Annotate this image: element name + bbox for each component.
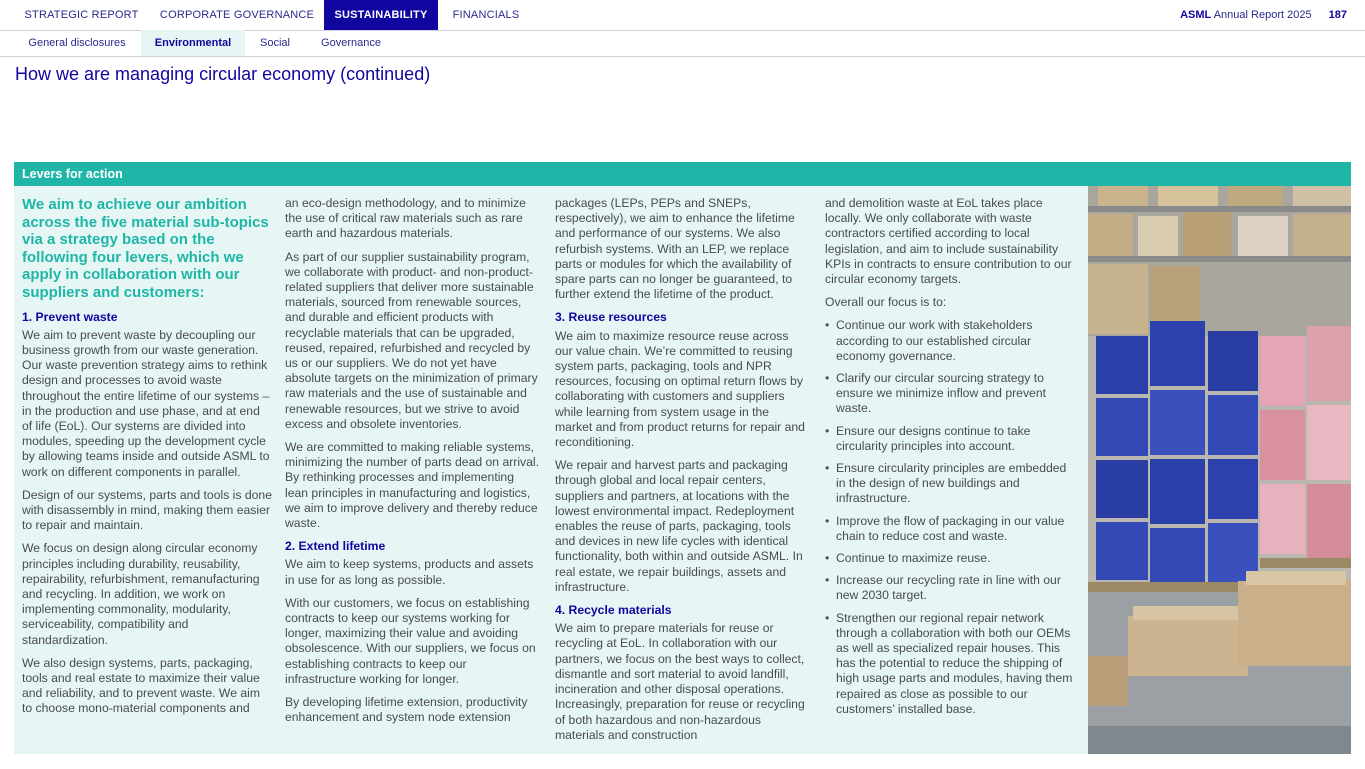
cardboard-box	[1138, 216, 1178, 256]
cardboard-box	[1158, 186, 1218, 206]
blue-crate	[1150, 459, 1205, 524]
paragraph: We are committed to making reliable systems, minimizing the number of parts dead on arrival. By rethinking processes and implementing lean principles in manufacturing and logistics, we aim to improve delivery and thereby reduce waste.	[285, 440, 540, 531]
tab-financials[interactable]: FINANCIALS	[452, 9, 520, 21]
paragraph: With our customers, we focus on establishing contracts to keep our systems working for longer, maximizing their value and avoiding obsolescence. With our suppliers, we focus on establishing contracts to keep our infrastructure working for longer.	[285, 595, 536, 686]
list-item: • Strengthen our regional repair network through a collaboration with both our OEMs as well as specialized repair houses. This has the potential to reduce the shipping of high usage parts and modules, having them repaired as close as possible to our customers’ installed base.	[825, 611, 1073, 717]
paragraph: Design of our systems, parts and tools is done with disassembly in mind, making them easier to repair and maintain.	[22, 487, 272, 533]
paragraph: We aim to maximize resource reuse across our value chain. We’re committed to reusing system parts, packaging, tools and NPR resources, focusing on optimal return flows by collaborating with customers and suppliers while learning from system usage in the market and from product returns for repair and reconditioning.	[555, 328, 805, 450]
pink-crate	[1307, 484, 1351, 559]
blue-crate	[1208, 459, 1258, 519]
paragraph: We also design systems, parts, packaging, tools and real estate to maximize their value and reliability, and to prevent waste. We aim to choose mono-material components and	[22, 655, 261, 716]
brand-name: ASML	[1180, 9, 1212, 21]
levers-panel-title: Levers for action	[22, 167, 123, 181]
levers-panel-header	[14, 162, 1351, 186]
blue-crate	[1150, 528, 1205, 590]
heading-extend-lifetime: 2. Extend lifetime	[285, 539, 386, 554]
tab-strategic-report[interactable]: STRATEGIC REPORT	[24, 9, 139, 21]
sub-navigation	[0, 30, 1365, 57]
shelf-beam	[1088, 256, 1351, 262]
pallet	[1260, 558, 1351, 568]
warehouse-photo	[1088, 186, 1351, 754]
list-item: • Improve the flow of packaging in our value chain to reduce cost and waste.	[825, 514, 1073, 544]
list-item: • Continue to maximize reuse.	[825, 551, 1073, 566]
flat-cardboard-stack	[1088, 656, 1128, 706]
cardboard-box	[1098, 186, 1148, 206]
paragraph: We aim to keep systems, products and assets in use for as long as possible.	[285, 557, 534, 587]
heading-prevent-waste: 1. Prevent waste	[22, 309, 118, 324]
text-column-1	[22, 196, 272, 725]
paragraph: We repair and harvest parts and packaging through global and local repair centers, suppliers and partners, at locations with the lowest environmental impact. Redeployment enables the reuse of parts, packaging, tools and devices in new life cycles with identical functionality, both within and outside ASML. In real estate, we repair buildings, assets and infrastructure.	[555, 458, 803, 594]
paragraph: We aim to prepare materials for reuse or recycling at EoL. In collaboration with our partners, we focus on the best ways to collect, dismantle and sort material to avoid landfill, incineration and other disposal operations. Increasingly, preparation for reuse or recycling of both hazardous and non-hazardous materials and construction	[555, 621, 805, 742]
page-number: 187	[1328, 9, 1347, 21]
list-item: • Increase our recycling rate in line with our new 2030 target.	[825, 573, 1073, 603]
blue-crate	[1208, 395, 1258, 455]
floor-shadow	[1088, 726, 1351, 754]
report-brand	[1180, 0, 1347, 30]
report-name: Annual Report 2025	[1213, 9, 1312, 21]
pink-crate	[1260, 484, 1305, 554]
blue-crate	[1096, 460, 1148, 518]
cardboard-box	[1088, 264, 1148, 334]
text-column-3	[555, 196, 807, 751]
page-title: How we are managing circular economy (continued)	[15, 64, 431, 84]
focus-list	[825, 318, 1073, 717]
subtab-general-disclosures[interactable]: General disclosures	[28, 37, 126, 49]
list-item: • Continue our work with stakeholders according to our established circular economy governance.	[825, 318, 1073, 364]
paragraph: and demolition waste at EoL takes place locally. We only collaborate with waste contractors certified according to local legislation, and aim to include sustainability KPIs in contracts to ensure contribution to our circular economy targets.	[825, 196, 1072, 287]
lead-statement: We aim to achieve our ambition across the five material sub-topics via a strategy based on the following four levers, which we apply in collaboration with our suppliers and customers:	[22, 196, 269, 301]
blue-crate	[1096, 336, 1148, 394]
blue-crate	[1096, 398, 1148, 456]
text-column-2	[285, 196, 540, 734]
cardboard-box	[1293, 214, 1351, 256]
blue-crate	[1150, 321, 1205, 386]
top-navigation	[0, 0, 1365, 31]
shelf-beam	[1088, 206, 1351, 212]
list-item: • Ensure our designs continue to take circularity principles into account.	[825, 424, 1073, 454]
text-column-4	[825, 196, 1073, 724]
tab-sustainability[interactable]: SUSTAINABILITY	[324, 0, 438, 30]
subtab-social[interactable]: Social	[260, 37, 290, 49]
paragraph: packages (LEPs, PEPs and SNEPs, respectively), we aim to enhance the lifetime and performance of our systems. We also refurbish systems. With an LEP, we replace parts or modules for which the availability of spare parts can no longer be guaranteed, to further extend the lifetime of the product.	[555, 196, 795, 302]
paragraph: an eco-design methodology, and to minimize the use of critical raw materials such as rare earth and hazardous materials.	[285, 196, 526, 241]
subtab-governance[interactable]: Governance	[321, 37, 381, 49]
subtab-environmental[interactable]: Environmental	[141, 30, 245, 56]
list-item: • Clarify our circular sourcing strategy to ensure we minimize inflow and prevent waste.	[825, 371, 1073, 417]
list-item: • Ensure circularity principles are embedded in the design of new buildings and infrastructure.	[825, 461, 1073, 507]
cardboard-box	[1088, 214, 1133, 256]
pink-crate	[1307, 326, 1351, 401]
cardboard-box	[1293, 186, 1351, 206]
paragraph: As part of our supplier sustainability program, we collaborate with product- and non-product-related suppliers that deliver more sustainable materials, sourced from renewable sources, and durable and efficient products with recyclable materials that can be upgraded, reused, repaired, refurbished and recycled by us or our suppliers. We do not yet have absolute targets on the minimization of primary raw materials and the use of sustainable and renewable resources, but we strive to avoid excess and obsolete inventories.	[285, 249, 538, 431]
flat-cardboard-stack	[1128, 616, 1248, 676]
heading-recycle-materials: 4. Recycle materials	[555, 603, 672, 618]
pink-crate	[1260, 410, 1305, 480]
cardboard-box	[1238, 216, 1288, 256]
flat-cardboard-stack	[1238, 581, 1351, 666]
pink-crate	[1307, 405, 1351, 480]
warehouse-illustration	[1088, 186, 1351, 754]
paragraph: Overall our focus is to:	[825, 295, 947, 310]
pink-crate	[1260, 336, 1305, 406]
pallet	[1088, 582, 1260, 592]
flat-cardboard-stack	[1246, 571, 1346, 585]
paragraph: We aim to prevent waste by decoupling our business growth from our waste generation. Our waste prevention strategy aims to rethink design and processes to avoid waste throughout the entire lifetime of our systems – in the production and use phase, and at end of life (EoL). Our systems are divided into modules, speeding up the development cycle by allowing teams inside and outside ASML to work on different components in parallel.	[22, 327, 270, 479]
heading-reuse-resources: 3. Reuse resources	[555, 310, 667, 325]
cardboard-box	[1183, 212, 1231, 256]
blue-crate	[1150, 390, 1205, 455]
tab-corporate-governance[interactable]: CORPORATE GOVERNANCE	[159, 9, 315, 21]
blue-crate	[1096, 522, 1148, 580]
paragraph: By developing lifetime extension, productivity enhancement and system node extension	[285, 695, 528, 725]
cardboard-box	[1228, 186, 1283, 206]
paragraph: We focus on design along circular economy principles including durability, reusability, repairability, refurbishment, remanufacturing and recycling. In addition, we work on implementing commonality, modularity, serviceability, compatibility and standardization.	[22, 541, 260, 647]
flat-cardboard-stack	[1133, 606, 1243, 620]
blue-crate	[1208, 331, 1258, 391]
